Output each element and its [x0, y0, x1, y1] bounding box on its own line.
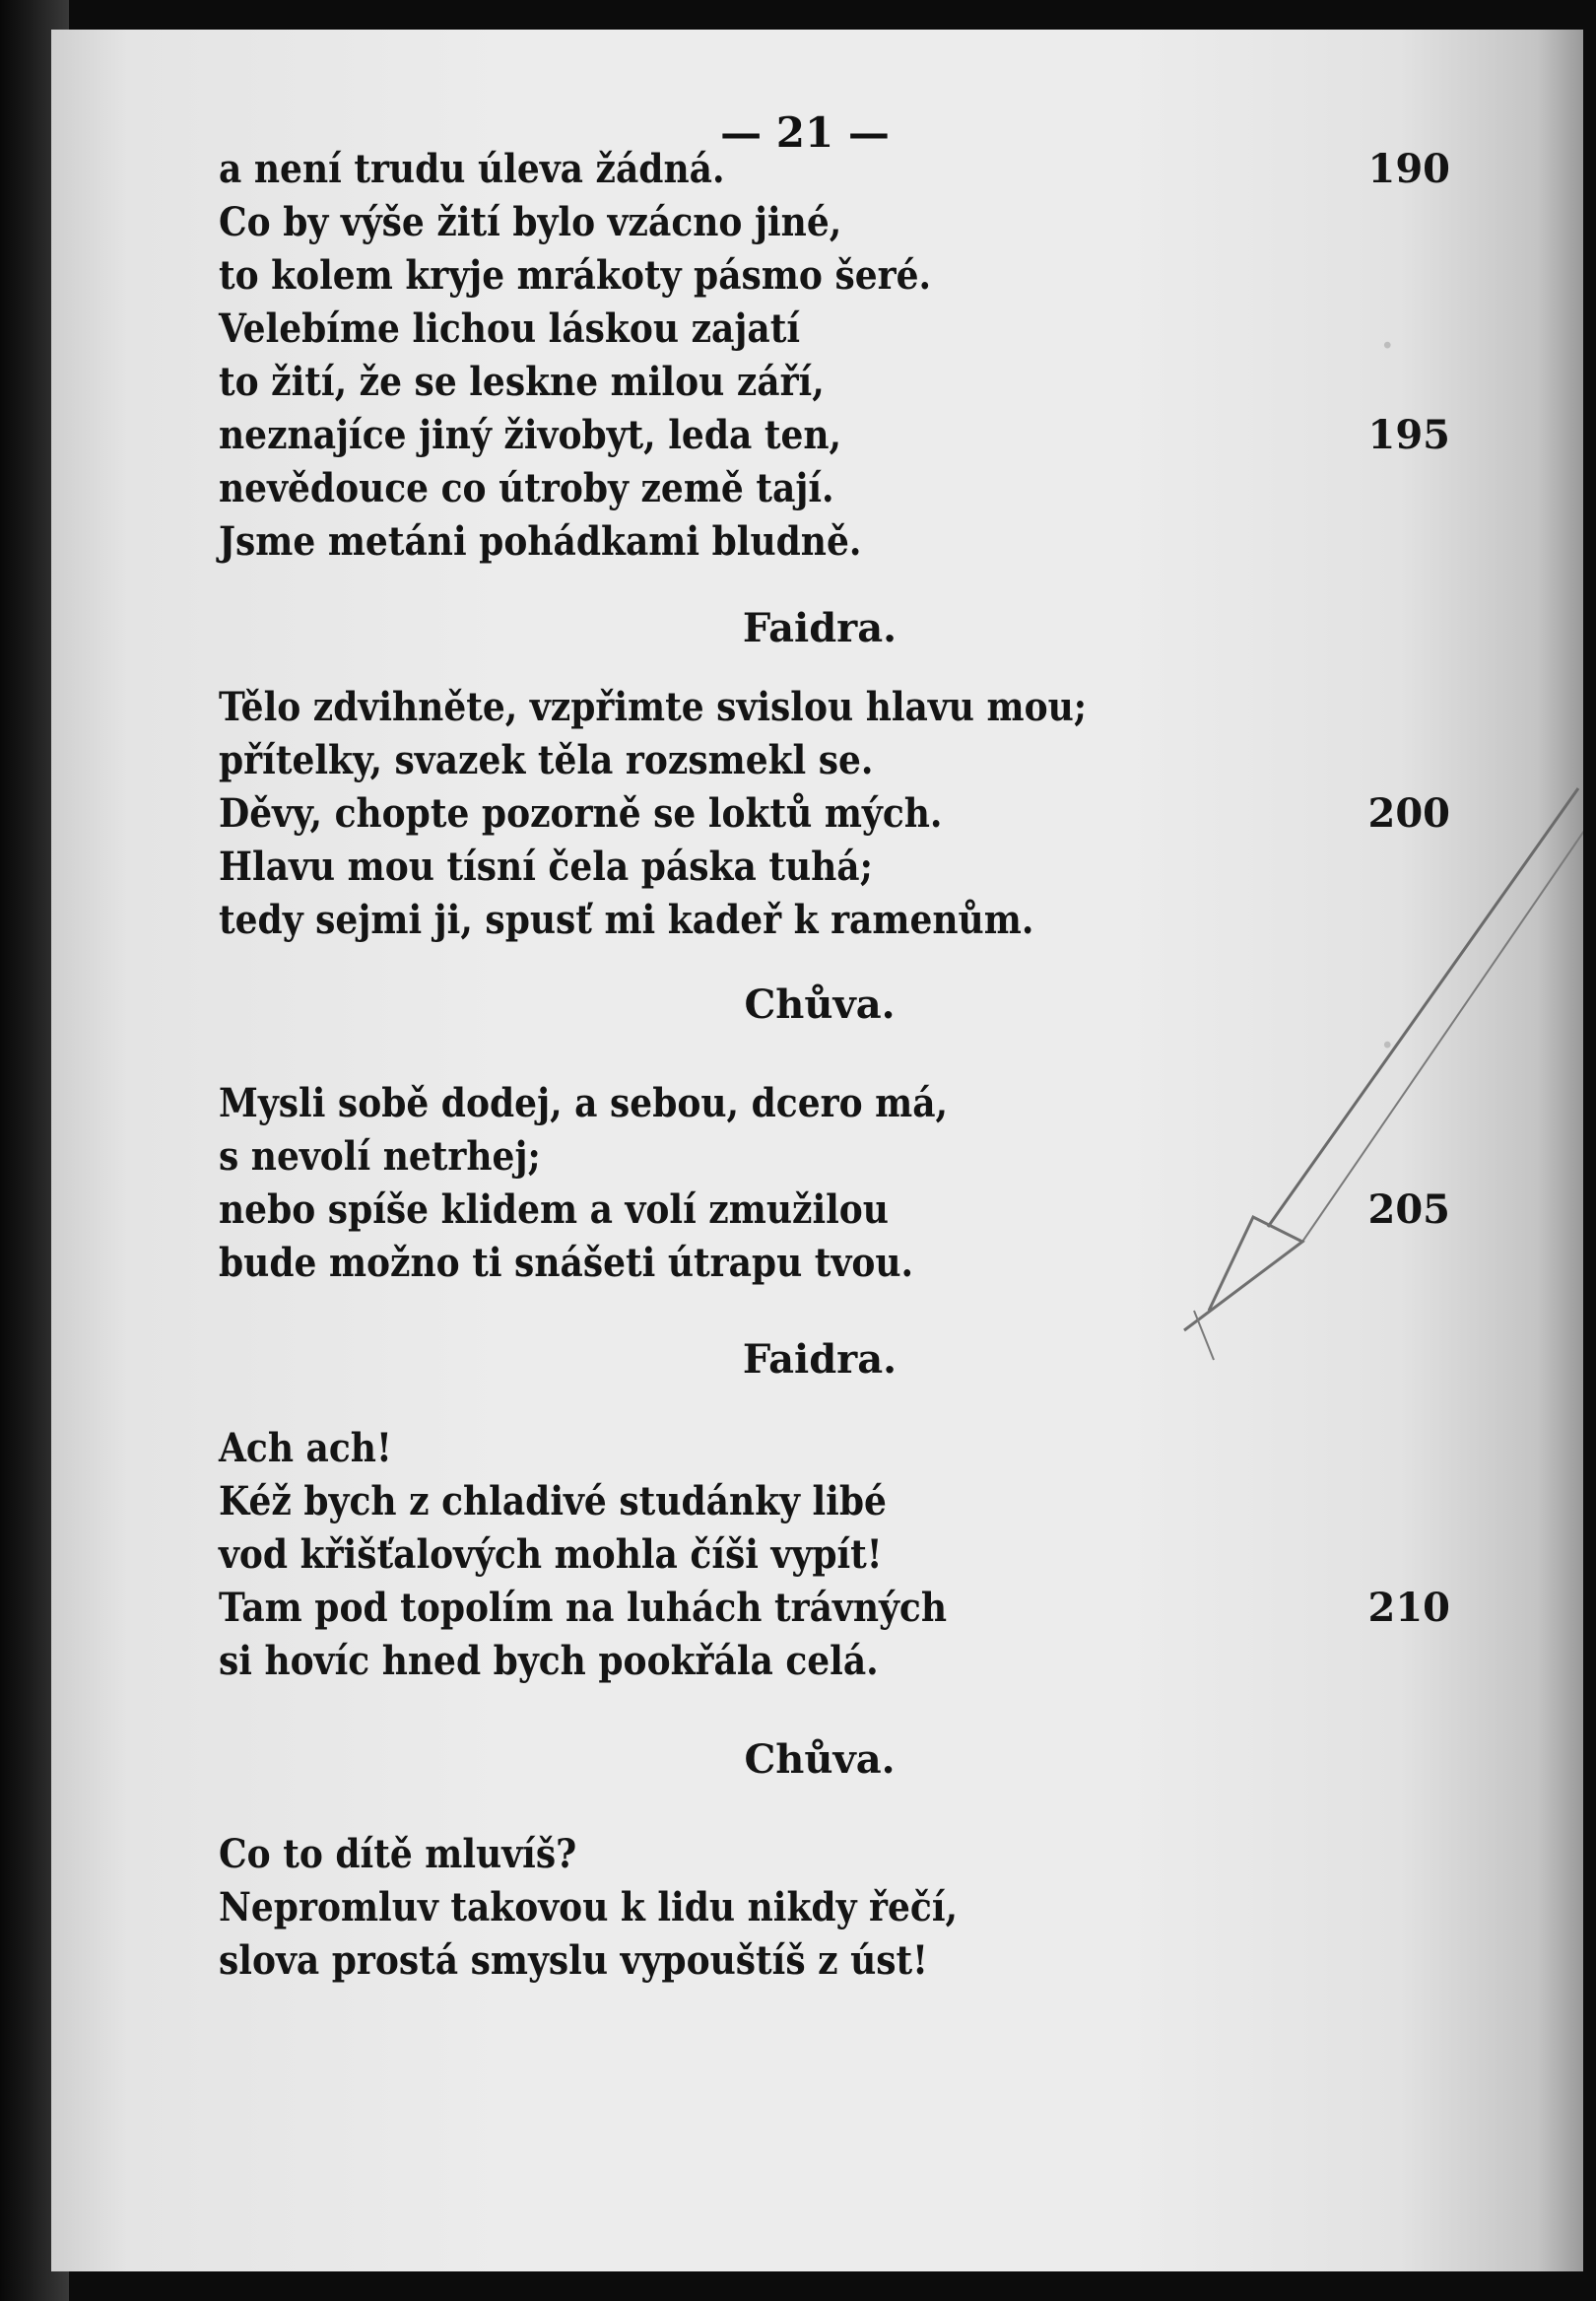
- verse-line: Co by výše žití bylo vzácno jiné,: [219, 199, 842, 245]
- verse-number: 190: [1367, 146, 1450, 192]
- verse-line: slova prostá smyslu vypouštíš z úst!: [219, 1937, 928, 1984]
- verse-line: Tělo zdvihněte, vzpřimte svislou hlavu mou;: [219, 684, 1088, 730]
- verse-line: Jsme metáni pohádkami bludně.: [219, 518, 862, 565]
- pencil-arrow-mark: [1155, 778, 1583, 1370]
- speaker-name: Chůva.: [744, 981, 896, 1028]
- verse-line: neznajíce jiný živobyt, leda ten,: [219, 412, 842, 458]
- verse-line: Velebíme lichou láskou zajatí: [219, 305, 801, 352]
- verse-line: Co to dítě mluvíš?: [219, 1831, 577, 1877]
- verse-line: tedy sejmi ji, spusť mi kadeř k ramenům.: [219, 897, 1034, 943]
- verse-number: 205: [1367, 1186, 1450, 1233]
- verse-number: 200: [1367, 790, 1450, 837]
- speaker-name: Faidra.: [742, 1336, 898, 1383]
- verse-line: Ach ach!: [219, 1425, 392, 1471]
- verse-line: vod křišťalových mohla číši vypít!: [219, 1531, 883, 1578]
- verse-line: bude možno ti snášeti útrapu tvou.: [219, 1240, 914, 1286]
- verse-line: Nepromluv takovou k lidu nikdy řečí,: [219, 1884, 959, 1930]
- speaker-name: Chůva.: [744, 1736, 896, 1783]
- verse-line: Tam pod topolím na luhách trávných: [219, 1585, 948, 1631]
- verse-line: Kéž bych z chladivé studánky libé: [219, 1478, 887, 1524]
- verse-line: Hlavu mou tísní čela páska tuhá;: [219, 844, 873, 890]
- bleed-through-mark: ·: [1381, 325, 1394, 367]
- verse-line: to žití, že se leskne milou září,: [219, 359, 825, 405]
- verse-line: a není trudu úleva žádná.: [219, 146, 725, 192]
- bleed-through-mark: ·: [1381, 1025, 1394, 1066]
- verse-number: 195: [1367, 412, 1450, 458]
- verse-line: Mysli sobě dodej, a sebou, dcero má,: [219, 1080, 949, 1126]
- verse-line: nevědouce co útroby země tají.: [219, 465, 834, 511]
- verse-line: si hovíc hned bych pookřála celá.: [219, 1638, 879, 1684]
- page-number: — 21 —: [720, 108, 890, 157]
- verse-line: to kolem kryje mrákoty pásmo šeré.: [219, 252, 932, 299]
- verse-line: nebo spíše klidem a volí zmužilou: [219, 1186, 889, 1233]
- book-page: [51, 30, 1583, 2271]
- verse-number: 210: [1367, 1585, 1450, 1631]
- verse-line: Děvy, chopte pozorně se loktů mých.: [219, 790, 943, 837]
- speaker-name: Faidra.: [742, 605, 898, 651]
- verse-line: s nevolí netrhej;: [219, 1133, 541, 1180]
- verse-line: přítelky, svazek těla rozsmekl se.: [219, 737, 874, 783]
